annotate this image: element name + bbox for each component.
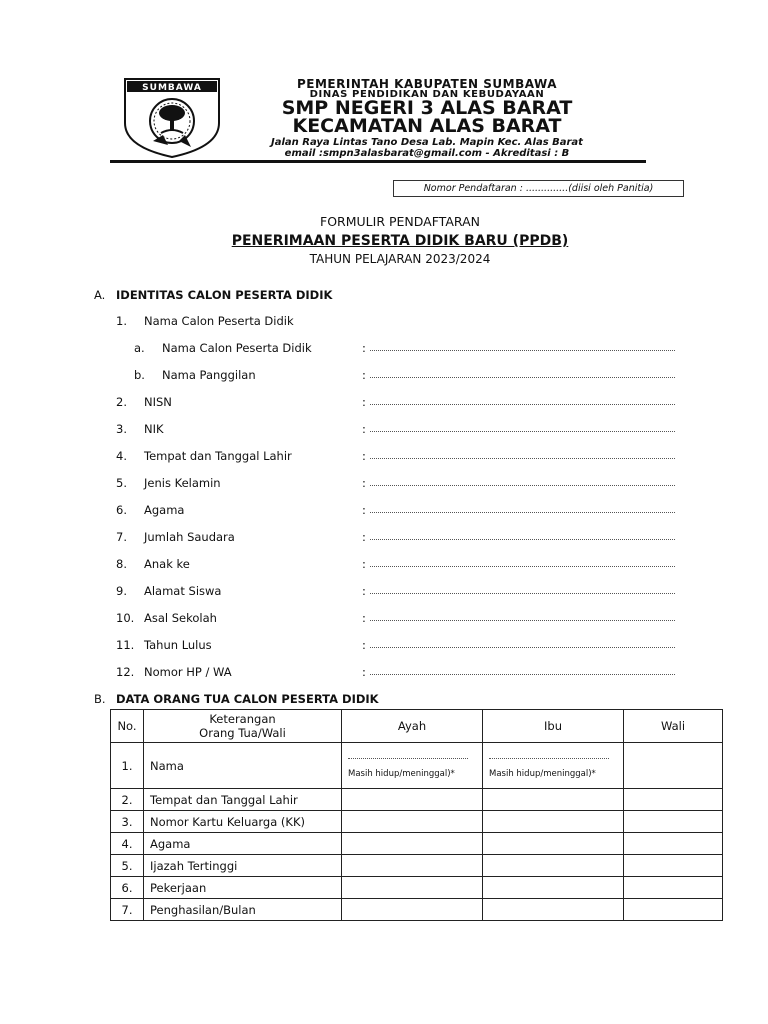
- dept-line: DINAS PENDIDIKAN DAN KEBUDAYAAN: [309, 89, 545, 100]
- ibu-cell[interactable]: [483, 811, 624, 833]
- field-number: 12.: [116, 665, 135, 679]
- field-number: 3.: [116, 422, 127, 436]
- field-label: Nama Calon Peserta Didik: [162, 341, 312, 355]
- field-colon: :: [362, 638, 366, 652]
- field-row: [0, 503, 768, 521]
- ayah-cell[interactable]: [342, 789, 483, 811]
- section-a-title: IDENTITAS CALON PESERTA DIDIK: [116, 288, 333, 302]
- fill-in-line[interactable]: [370, 512, 675, 513]
- field-label: Anak ke: [144, 557, 190, 571]
- fill-in-line: [348, 752, 468, 759]
- header-keterangan-line2: Orang Tua/Wali: [199, 726, 286, 740]
- fill-in-line[interactable]: [370, 674, 675, 675]
- fill-in-line[interactable]: [370, 620, 675, 621]
- gov-line: PEMERINTAH KABUPATEN SUMBAWA: [297, 77, 557, 91]
- header-keterangan-line1: Keterangan: [209, 712, 276, 726]
- wali-cell[interactable]: [624, 877, 723, 899]
- ibu-cell[interactable]: [483, 833, 624, 855]
- fill-in-line: [489, 752, 609, 759]
- field-label: Alamat Siswa: [144, 584, 222, 598]
- field-colon: :: [362, 476, 366, 490]
- ibu-cell[interactable]: [483, 789, 624, 811]
- row-label: Tempat dan Tanggal Lahir: [144, 789, 342, 811]
- field-label: Agama: [144, 503, 185, 517]
- fill-in-line[interactable]: [370, 350, 675, 351]
- row-number: 3.: [111, 811, 144, 833]
- status-note: Masih hidup/meninggal)*: [348, 769, 455, 779]
- contact-line: email :smpn3alasbarat@gmail.com - Akreditasi : B: [284, 148, 570, 159]
- field-colon: :: [362, 530, 366, 544]
- field-number: 7.: [116, 530, 127, 544]
- fill-in-line[interactable]: [370, 377, 675, 378]
- ayah-cell[interactable]: [342, 899, 483, 921]
- row-number: 5.: [111, 855, 144, 877]
- row-label: Agama: [144, 833, 342, 855]
- field-label: Tempat dan Tanggal Lahir: [144, 449, 292, 463]
- fill-in-line[interactable]: [370, 404, 675, 405]
- field-number: 4.: [116, 449, 127, 463]
- table-row: [111, 899, 723, 921]
- field-label: Nomor HP / WA: [144, 665, 232, 679]
- sumbawa-crest-logo: [123, 77, 221, 159]
- section-b-heading: [94, 692, 379, 706]
- field-row: [0, 665, 768, 683]
- field-label: Tahun Lulus: [144, 638, 212, 652]
- address-line: Jalan Raya Lintas Tano Desa Lab. Mapin Kec. Alas Barat: [271, 137, 583, 148]
- ayah-name-cell[interactable]: [342, 743, 483, 789]
- field-number: 2.: [116, 395, 127, 409]
- row-label: Nama: [144, 743, 342, 789]
- field-number: 5.: [116, 476, 127, 490]
- table-row: [111, 877, 723, 899]
- field-row: [0, 530, 768, 548]
- table-row: [111, 743, 723, 789]
- wali-cell[interactable]: [624, 833, 723, 855]
- field-row: [0, 449, 768, 467]
- row-label: Ijazah Tertinggi: [144, 855, 342, 877]
- section-a-heading: [94, 288, 332, 302]
- field-row: [0, 341, 768, 359]
- row-number: 6.: [111, 877, 144, 899]
- fill-in-line[interactable]: [370, 431, 675, 432]
- form-title: FORMULIR PENDAFTARAN: [320, 214, 480, 229]
- field-row: [0, 638, 768, 656]
- field-label: Jenis Kelamin: [144, 476, 221, 490]
- field-row: [0, 314, 768, 332]
- fill-in-line[interactable]: [370, 539, 675, 540]
- row-number: 2.: [111, 789, 144, 811]
- field-row: [0, 476, 768, 494]
- ayah-cell[interactable]: [342, 833, 483, 855]
- field-number: 1.: [116, 314, 127, 328]
- header-no: No.: [111, 710, 144, 743]
- field-label: Nama Calon Peserta Didik: [144, 314, 294, 328]
- table-row: [111, 789, 723, 811]
- academic-year: TAHUN PELAJARAN 2023/2024: [309, 252, 491, 266]
- field-label: Jumlah Saudara: [144, 530, 235, 544]
- ayah-cell[interactable]: [342, 811, 483, 833]
- wali-cell[interactable]: [624, 789, 723, 811]
- row-label: Nomor Kartu Keluarga (KK): [144, 811, 342, 833]
- row-label: Pekerjaan: [144, 877, 342, 899]
- field-number: 6.: [116, 503, 127, 517]
- field-colon: :: [362, 341, 366, 355]
- field-label: NISN: [144, 395, 172, 409]
- ibu-name-cell[interactable]: [483, 743, 624, 789]
- field-row: [0, 584, 768, 602]
- header-ibu: Ibu: [483, 710, 624, 743]
- section-b-letter: B.: [94, 692, 106, 706]
- program-title: PENERIMAAN PESERTA DIDIK BARU (PPDB): [231, 233, 569, 249]
- fill-in-line[interactable]: [370, 593, 675, 594]
- ayah-cell[interactable]: [342, 855, 483, 877]
- status-note: Masih hidup/meninggal)*: [489, 769, 596, 779]
- field-row: [0, 395, 768, 413]
- district-name: KECAMATAN ALAS BARAT: [292, 115, 562, 137]
- field-row: [0, 611, 768, 629]
- ibu-cell[interactable]: [483, 899, 624, 921]
- table-header-row: [111, 710, 723, 743]
- registration-number-box: Nomor Pendaftaran : ..............(diisi oleh Panitia): [393, 180, 684, 197]
- row-number: 4.: [111, 833, 144, 855]
- field-colon: :: [362, 665, 366, 679]
- header-ayah: Ayah: [342, 710, 483, 743]
- field-label: Asal Sekolah: [144, 611, 217, 625]
- field-number: b.: [134, 368, 145, 382]
- fill-in-line[interactable]: [370, 647, 675, 648]
- ibu-cell[interactable]: [483, 855, 624, 877]
- field-number: 8.: [116, 557, 127, 571]
- field-label: Nama Panggilan: [162, 368, 256, 382]
- field-colon: :: [362, 449, 366, 463]
- field-colon: :: [362, 422, 366, 436]
- header-wali: Wali: [624, 710, 723, 743]
- wali-cell[interactable]: [624, 899, 723, 921]
- wali-name-cell[interactable]: [624, 743, 723, 789]
- field-number: 11.: [116, 638, 135, 652]
- field-colon: :: [362, 503, 366, 517]
- field-row: [0, 422, 768, 440]
- table-row: [111, 855, 723, 877]
- fill-in-line[interactable]: [370, 485, 675, 486]
- row-number: 7.: [111, 899, 144, 921]
- school-name: SMP NEGERI 3 ALAS BARAT: [281, 97, 573, 119]
- field-colon: :: [362, 395, 366, 409]
- field-label: NIK: [144, 422, 164, 436]
- field-colon: :: [362, 368, 366, 382]
- ayah-cell[interactable]: [342, 877, 483, 899]
- field-colon: :: [362, 557, 366, 571]
- field-colon: :: [362, 584, 366, 598]
- ibu-cell[interactable]: [483, 877, 624, 899]
- row-number: 1.: [111, 743, 144, 789]
- row-label: Penghasilan/Bulan: [144, 899, 342, 921]
- section-a-letter: A.: [94, 288, 106, 302]
- fill-in-line[interactable]: [370, 458, 675, 459]
- fill-in-line[interactable]: [370, 566, 675, 567]
- header-keterangan: [144, 710, 342, 743]
- table-row: [111, 833, 723, 855]
- section-b-title: DATA ORANG TUA CALON PESERTA DIDIK: [116, 692, 379, 706]
- field-number: 10.: [116, 611, 135, 625]
- field-row: [0, 557, 768, 575]
- field-colon: :: [362, 611, 366, 625]
- letterhead-rule: [110, 160, 646, 163]
- wali-cell[interactable]: [624, 855, 723, 877]
- field-row: [0, 368, 768, 386]
- wali-cell[interactable]: [624, 811, 723, 833]
- field-number: 9.: [116, 584, 127, 598]
- field-number: a.: [134, 341, 145, 355]
- logo-text: SUMBAWA: [142, 83, 202, 93]
- parents-table: [110, 709, 723, 921]
- table-row: [111, 811, 723, 833]
